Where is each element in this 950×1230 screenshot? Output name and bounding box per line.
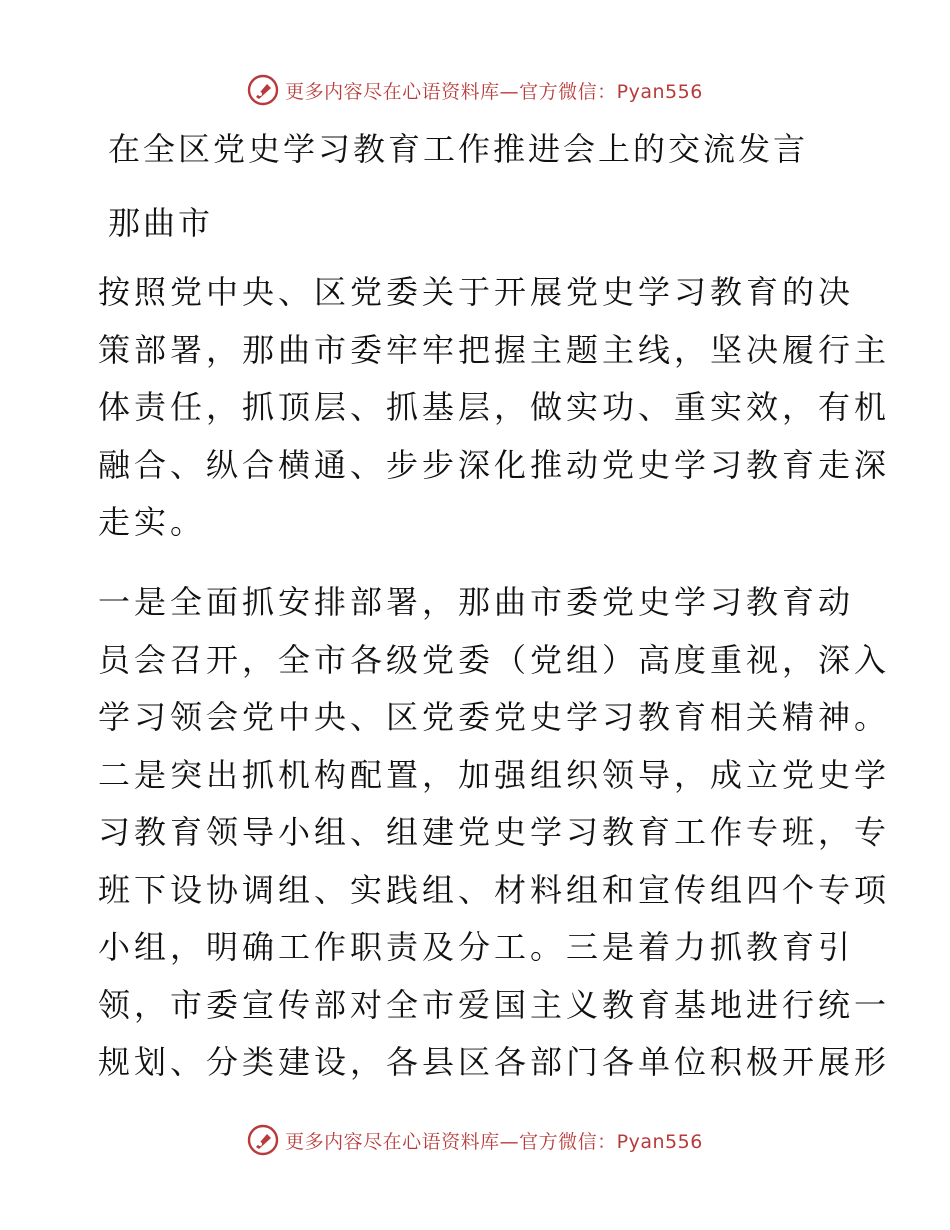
footer-watermark <box>0 1120 950 1160</box>
paragraph-line: 走实。 <box>98 503 207 541</box>
document-title: 在全区党史学习教育工作推进会上的交流发言 <box>108 130 809 168</box>
paragraph-line: 融合、纵合横通、步步深化推动党史学习教育走深 <box>98 445 891 484</box>
body-paragraph-1 <box>98 264 891 552</box>
paragraph-line: 策部署，那曲市委牢牢把握主题主线，坚决履行主 <box>98 330 891 369</box>
paragraph-line: 员会召开，全市各级党委（党组）高度重视，深入 <box>98 640 891 679</box>
pen-nib-logo-icon <box>247 1124 279 1156</box>
body-paragraph-2 <box>98 574 891 1092</box>
pen-nib-logo-icon <box>247 74 279 106</box>
paragraph-line: 学习领会党中央、区党委党史学习教育相关精神。 <box>98 698 891 736</box>
watermark-text: 更多内容尽在心语资料库—官方微信：Pyan556 <box>285 80 703 103</box>
header-watermark <box>0 70 950 110</box>
paragraph-line: 按照党中央、区党委关于开展党史学习教育的决 <box>98 273 855 311</box>
document-author: 那曲市 <box>108 204 214 242</box>
watermark-text: 更多内容尽在心语资料库—官方微信：Pyan556 <box>285 1130 703 1153</box>
paragraph-line: 领，市委宣传部对全市爱国主义教育基地进行统一 <box>98 985 891 1024</box>
paragraph-line: 小组，明确工作职责及分工。三是着力抓教育引 <box>98 928 855 966</box>
paragraph-line: 班下设协调组、实践组、材料组和宣传组四个专项 <box>98 870 891 909</box>
paragraph-line: 二是突出抓机构配置，加强组织领导，成立党史学 <box>98 755 891 794</box>
paragraph-line: 体责任，抓顶层、抓基层，做实功、重实效，有机 <box>98 388 891 426</box>
paragraph-line: 一是全面抓安排部署，那曲市委党史学习教育动 <box>98 583 855 621</box>
paragraph-line: 习教育领导小组、组建党史学习教育工作专班，专 <box>98 813 891 851</box>
paragraph-line: 规划、分类建设，各县区各部门各单位积极开展形 <box>98 1043 891 1081</box>
